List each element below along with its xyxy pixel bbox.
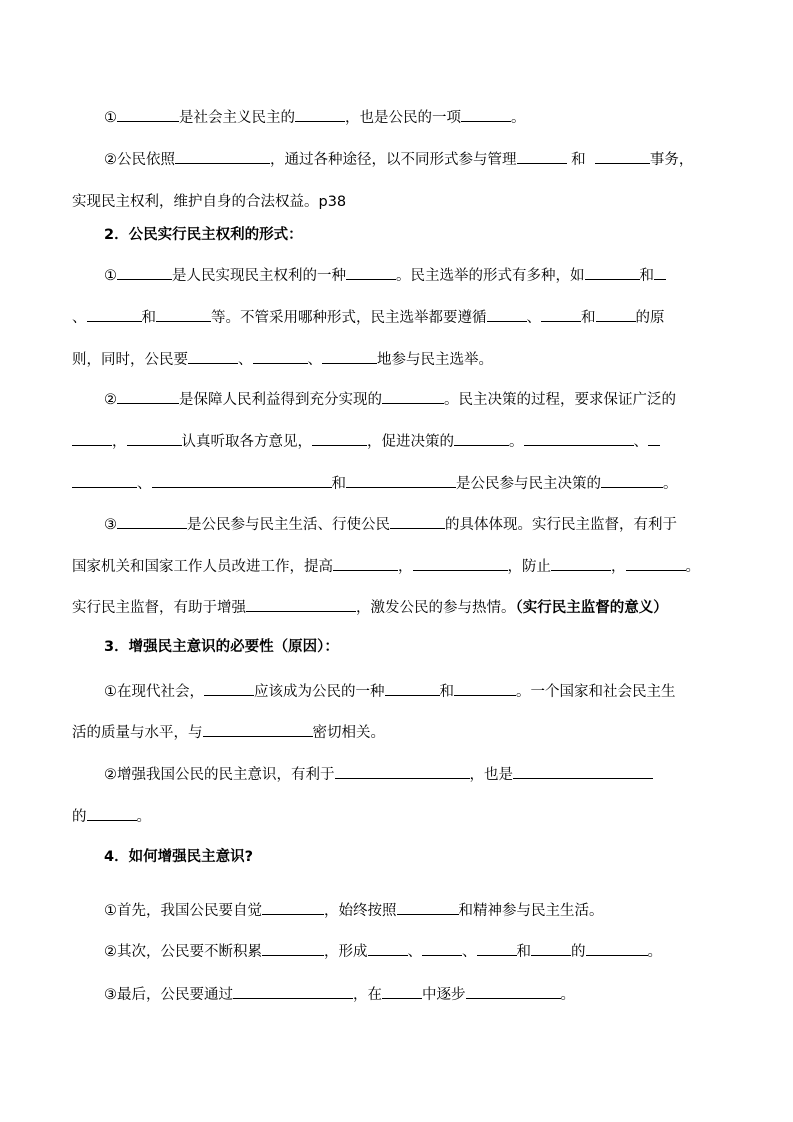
text: ②增强我国公民的民主意识，有利于 xyxy=(104,767,335,783)
text: ，防止 xyxy=(507,559,551,575)
q2-item2-cont2 xyxy=(72,472,723,494)
text: 。民主决策的过程，要求保证广泛的 xyxy=(444,392,676,408)
blank[interactable] xyxy=(541,306,581,322)
text: ，也是 xyxy=(469,767,513,783)
text: 。 xyxy=(511,110,526,126)
text: 地参与民主选举。 xyxy=(377,352,493,368)
text: ， xyxy=(398,559,413,575)
blank[interactable] xyxy=(596,306,636,322)
blank[interactable] xyxy=(87,805,137,821)
text: 是保障人民利益得到充分实现的 xyxy=(179,392,382,408)
text: 、 xyxy=(526,310,541,326)
blank[interactable] xyxy=(117,513,187,529)
text: ， xyxy=(611,559,626,575)
blank[interactable] xyxy=(322,348,377,364)
blank[interactable] xyxy=(531,940,571,956)
q2-item3-cont2 xyxy=(72,596,723,618)
text: 和 xyxy=(639,268,654,284)
blank[interactable] xyxy=(487,306,527,322)
text: ③ xyxy=(104,517,117,533)
q3-item2 xyxy=(104,763,723,785)
text: 、 xyxy=(72,310,87,326)
text: ①首先，我国公民要自觉 xyxy=(104,903,262,919)
q1-item1 xyxy=(104,106,723,128)
blank[interactable] xyxy=(385,680,440,696)
q3-item1-cont xyxy=(72,721,723,743)
text: 国家机关和国家工作人员改进工作，提高 xyxy=(72,559,333,575)
section-heading: 3．增强民主意识的必要性（原因）： xyxy=(104,639,339,655)
blank[interactable] xyxy=(203,721,313,737)
blank[interactable] xyxy=(262,940,324,956)
section-heading: 4．如何增强民主意识? xyxy=(104,849,253,865)
blank[interactable] xyxy=(517,148,567,164)
text: 。 xyxy=(560,987,575,1003)
text: 。 xyxy=(136,809,151,825)
q3-heading xyxy=(104,637,723,657)
text: 是公民参与民主决策的 xyxy=(456,476,601,492)
section-heading: 2．公民实行民主权利的形式： xyxy=(104,227,303,243)
q1-item2-cont xyxy=(72,192,723,212)
text: ，激发公民的参与热情。 xyxy=(356,600,516,616)
text: 认真听取各方意见， xyxy=(181,434,312,450)
text: 。 xyxy=(509,434,524,450)
text: ③最后，公民要通过 xyxy=(104,987,233,1003)
blank[interactable] xyxy=(586,940,648,956)
blank[interactable] xyxy=(72,430,112,446)
text: 。 xyxy=(663,476,678,492)
blank[interactable] xyxy=(454,430,509,446)
blank[interactable] xyxy=(152,472,332,488)
text: 。 xyxy=(685,559,700,575)
blank[interactable] xyxy=(654,264,666,280)
q4-item1 xyxy=(104,899,723,921)
q3-item1 xyxy=(104,680,723,702)
blank[interactable] xyxy=(422,940,462,956)
text: （实行民主监督的意义） xyxy=(515,600,668,616)
text: 实现民主权利，维护自身的合法权益。p38 xyxy=(72,194,347,210)
blank[interactable] xyxy=(204,680,254,696)
text: ， xyxy=(112,434,127,450)
text: 应该成为公民的一种 xyxy=(254,684,385,700)
q4-item3 xyxy=(104,983,723,1005)
blank[interactable] xyxy=(175,148,270,164)
text: 、 xyxy=(462,944,477,960)
blank[interactable] xyxy=(335,763,470,779)
text: ② xyxy=(104,392,117,408)
text: 是公民参与民主生活、行使公民 xyxy=(187,517,390,533)
blank[interactable] xyxy=(117,264,172,280)
text: ，始终按照 xyxy=(324,903,397,919)
text: 和 xyxy=(331,476,346,492)
text: 和精神参与民主生活。 xyxy=(458,903,604,919)
q1-item2 xyxy=(104,148,723,170)
q2-item2 xyxy=(104,388,723,410)
text: ① xyxy=(104,268,117,284)
blank[interactable] xyxy=(72,472,137,488)
blank[interactable] xyxy=(346,472,456,488)
text: 。一个国家和社会民主生 xyxy=(516,684,676,700)
text: 、 xyxy=(307,352,322,368)
text: 、 xyxy=(137,476,152,492)
blank[interactable] xyxy=(127,430,182,446)
text: 等。不管采用哪种形式，民主选举都要遵循 xyxy=(211,310,487,326)
blank[interactable] xyxy=(390,513,445,529)
text: 和 xyxy=(581,310,596,326)
q4-item2 xyxy=(104,940,723,962)
blank[interactable] xyxy=(295,106,345,122)
blank[interactable] xyxy=(382,983,422,999)
text: 是社会主义民主的 xyxy=(179,110,295,126)
q3-item2-cont xyxy=(72,805,723,827)
blank[interactable] xyxy=(262,899,324,915)
q2-item3-cont1 xyxy=(72,555,723,577)
blank[interactable] xyxy=(156,306,211,322)
blank[interactable] xyxy=(117,106,179,122)
q2-item1 xyxy=(104,264,723,286)
text: 、 xyxy=(238,352,253,368)
text: 和 xyxy=(141,310,156,326)
text: 事务， xyxy=(649,152,694,168)
blank[interactable] xyxy=(246,596,356,612)
text: 和 xyxy=(571,152,586,168)
blank[interactable] xyxy=(524,430,634,446)
blank[interactable] xyxy=(233,983,353,999)
blank[interactable] xyxy=(466,983,561,999)
blank[interactable] xyxy=(382,388,444,404)
text: 。 xyxy=(647,944,662,960)
blank[interactable] xyxy=(601,472,663,488)
text: 活的质量与水平，与 xyxy=(72,725,203,741)
text: 密切相关。 xyxy=(312,725,385,741)
blank[interactable] xyxy=(87,306,142,322)
blank[interactable] xyxy=(585,264,640,280)
text: ，在 xyxy=(353,987,382,1003)
text: 和 xyxy=(516,944,531,960)
text: 和 xyxy=(439,684,454,700)
text: 的 xyxy=(571,944,586,960)
text: ，促进决策的 xyxy=(367,434,454,450)
text: ①在现代社会， xyxy=(104,684,204,700)
blank[interactable] xyxy=(312,430,367,446)
text: 则，同时，公民要 xyxy=(72,352,188,368)
text: ，也是公民的一项 xyxy=(345,110,461,126)
q2-heading xyxy=(104,225,723,245)
blank[interactable] xyxy=(188,348,238,364)
blank[interactable] xyxy=(513,763,653,779)
blank[interactable] xyxy=(595,148,650,164)
blank[interactable] xyxy=(648,430,660,446)
text: 的原 xyxy=(635,310,665,326)
text: 的具体体现。实行民主监督，有利于 xyxy=(445,517,677,533)
blank[interactable] xyxy=(368,940,408,956)
q2-item3 xyxy=(104,513,723,535)
q4-heading xyxy=(104,847,723,867)
blank[interactable] xyxy=(413,555,508,571)
text: ，通过各种途径，以不同形式参与管理 xyxy=(270,152,517,168)
blank[interactable] xyxy=(346,264,396,280)
text: ① xyxy=(104,110,117,126)
text: 。民主选举的形式有多种，如 xyxy=(396,268,585,284)
blank[interactable] xyxy=(461,106,511,122)
text: ②公民依照 xyxy=(104,152,175,168)
text: 、 xyxy=(633,434,648,450)
blank[interactable] xyxy=(333,555,398,571)
blank[interactable] xyxy=(626,555,686,571)
blank[interactable] xyxy=(397,899,459,915)
blank[interactable] xyxy=(551,555,611,571)
text: 实行民主监督，有助于增强 xyxy=(72,600,246,616)
blank[interactable] xyxy=(477,940,517,956)
text: ②其次，公民要不断积累 xyxy=(104,944,262,960)
text: 、 xyxy=(407,944,422,960)
text: ，形成 xyxy=(324,944,368,960)
q2-item2-cont1 xyxy=(72,430,723,452)
q2-item1-cont1 xyxy=(72,306,723,328)
blank[interactable] xyxy=(253,348,308,364)
text: 中逐步 xyxy=(422,987,466,1003)
text: 是人民实现民主权利的一种 xyxy=(172,268,346,284)
q2-item1-cont2 xyxy=(72,348,723,370)
blank[interactable] xyxy=(454,680,516,696)
text: 的 xyxy=(72,809,87,825)
blank[interactable] xyxy=(117,388,179,404)
